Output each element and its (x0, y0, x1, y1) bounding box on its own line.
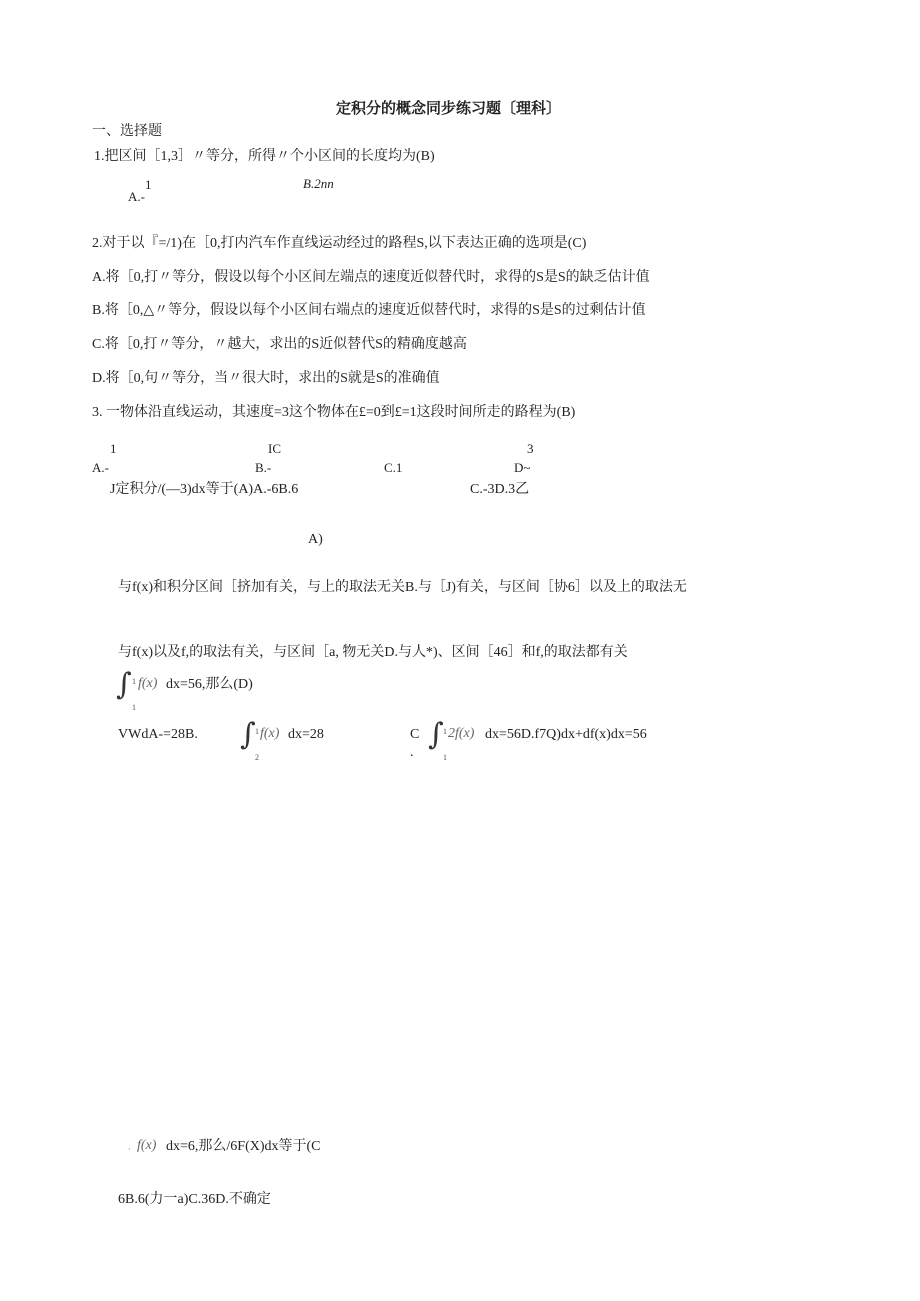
question-4-answer: A) (308, 532, 323, 547)
question-5-option-c-dot: . (410, 745, 414, 760)
question-1-option-a-numerator: 1 (145, 177, 152, 192)
integral-upper-limit: 1 (443, 727, 447, 736)
integral-upper-limit: 1 (255, 727, 259, 736)
question-3-option-b-top: IC (268, 441, 281, 456)
question-5-option-c-d: dx=56D.f7Q)dx+df(x)dx=56 (485, 727, 647, 742)
question-1-stem: 1.把区间［1,3］〃等分，所得〃个小区间的长度均为(B) (94, 149, 435, 164)
question-4-options-cd-continued: 与f(x)以及f,的取法有关，与区间［a, 物无关D.与人*)、区间［46］和f,的取法都有关 (118, 645, 628, 660)
question-4-options-ab: 与f(x)和积分区间［挤加有关，与上的取法无关B.与［J)有关，与区间［协6］以及上的取法无 (118, 580, 687, 595)
question-3-option-a-top: 1 (110, 441, 117, 456)
question-5-stem: dx=56,那么(D) (166, 677, 253, 692)
integral-upper-limit: 1 (132, 677, 136, 686)
integral-lower-limit: 2 (255, 753, 259, 762)
question-6-options: 6B.6(力一a)C.36D.不确定 (118, 1192, 271, 1207)
integral-lower-limit: 1 (132, 703, 136, 712)
question-1-option-b: B.2nn (303, 176, 334, 191)
question-3-stem: 3. 一物体沿直线运动，其速度=3这个物体在£=0到£=1这段时间所走的路程为(B) (92, 405, 576, 420)
question-2-option-a: A.将［0,打〃等分，假设以每个小区间左端点的速度近似替代时，求得的S是S的缺乏估计值 (92, 270, 650, 285)
integrand-fx: 2f(x) (448, 726, 475, 741)
question-3-option-a: A.- (92, 460, 109, 475)
integrand-fx: f(x) (138, 676, 158, 691)
question-3-option-d-top: 3 (527, 441, 534, 456)
question-6-stem: dx=6,那么/6F(X)dx等于(C (166, 1139, 321, 1154)
question-5-option-c-letter: C (410, 727, 420, 742)
question-4-stem: J定积分/(—3)dx等于(A)A.-6B.6 (110, 482, 299, 497)
question-3-option-d: D~ (514, 460, 531, 475)
question-2-stem: 2.对于以『=/1)在［0,打内汽车作直线运动经过的路程S,以下表达正确的选项是(C) (92, 236, 587, 251)
question-2-option-d: D.将［0,句〃等分，当〃很大时，求出的S就是S的准确值 (92, 371, 440, 386)
integrand-fx: f(x) (137, 1138, 157, 1153)
integral-sign-icon: ∫ (428, 717, 444, 752)
question-2-option-b: B.将［0,△〃等分，假设以每个小区间右端点的速度近似替代时，求得的S是S的过剩估计值 (92, 303, 646, 318)
question-2-option-c: C.将［0,打〃等分，〃越大，求出的S近似替代S的精确度越高 (92, 337, 467, 352)
integrand-fx: f(x) (260, 726, 280, 741)
question-6-prefix: · (128, 1145, 131, 1154)
integral-sign-icon: ∫ (240, 717, 256, 752)
section-heading: 一、选择题 (92, 124, 162, 139)
question-5-option-a: VWdA-=28B. (118, 727, 198, 742)
page-title: 定积分的概念同步练习题〔理科〕 (336, 100, 562, 117)
integral-lower-limit: 1 (443, 753, 447, 762)
integral-sign-icon: ∫ (116, 667, 132, 702)
question-3-option-c: C.1 (384, 460, 403, 475)
question-4-options-cd: C.-3D.3乙 (470, 482, 530, 497)
question-3-option-b: B.- (255, 460, 272, 475)
question-1-option-a: A.- (128, 189, 145, 204)
question-5-option-b: dx=28 (288, 727, 324, 742)
